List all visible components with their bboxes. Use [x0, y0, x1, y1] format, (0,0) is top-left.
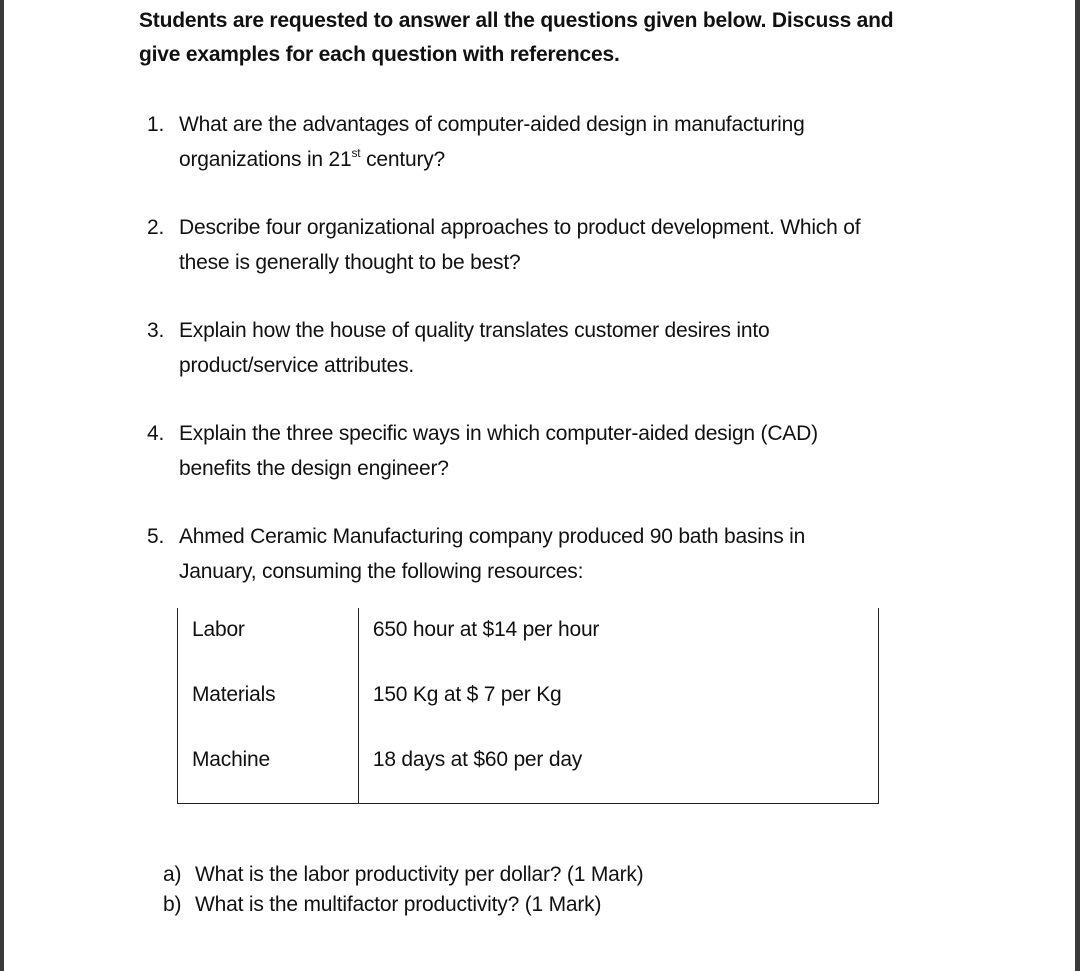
- usage-cell: 150 Kg at $ 7 per Kg: [358, 673, 878, 738]
- sub-question-label: a): [163, 863, 182, 886]
- ordinal-suffix: st: [351, 146, 361, 160]
- question-3: [147, 313, 947, 383]
- question-text-line-1: Describe four organizational approaches to product development. Which of: [179, 216, 861, 239]
- sub-question-text: What is the multifactor productivity? (1 Mark): [195, 893, 602, 916]
- question-text-line-1: Explain how the house of quality translates customer desires into: [179, 319, 770, 342]
- question-text-line-2: benefits the design engineer?: [179, 457, 449, 480]
- sub-question-a: [163, 860, 963, 890]
- table-row: [178, 738, 879, 803]
- usage-cell: 18 days at $60 per day: [358, 738, 878, 803]
- question-number: 1.: [147, 113, 165, 136]
- resource-cell: Machine: [178, 738, 359, 803]
- question-text-part: century?: [360, 148, 446, 171]
- question-text-line-1: What are the advantages of computer-aided design in manufacturing: [179, 113, 805, 136]
- sub-question-text: What is the labor productivity per dollar? (1 Mark): [195, 863, 644, 886]
- question-text-line-1: Explain the three specific ways in which computer-aided design (CAD): [179, 422, 818, 445]
- question-1: [147, 107, 947, 177]
- question-text-line-2: January, consuming the following resources:: [179, 560, 584, 583]
- question-number: 2.: [147, 216, 165, 239]
- instructions-line-1: Students are requested to answer all the questions given below. Discuss and: [139, 9, 894, 32]
- question-number: 4.: [147, 422, 165, 445]
- instructions-line-2: give examples for each question with references.: [139, 43, 620, 66]
- sub-question-label: b): [163, 893, 182, 916]
- resources-table: [177, 608, 879, 804]
- page-edge-left: [0, 0, 4, 971]
- question-text-line-2: these is generally thought to be best?: [179, 251, 521, 274]
- resource-cell: Labor: [178, 608, 359, 673]
- question-number: 5.: [147, 525, 165, 548]
- table-row: [178, 608, 879, 673]
- instructions: [139, 4, 959, 72]
- question-text-line-2: product/service attributes.: [179, 354, 415, 377]
- question-number: 3.: [147, 319, 165, 342]
- question-4: [147, 416, 947, 486]
- question-text-line-1: Ahmed Ceramic Manufacturing company produced 90 bath basins in: [179, 525, 806, 548]
- table-row: [178, 673, 879, 738]
- usage-cell: 650 hour at $14 per hour: [358, 608, 878, 673]
- question-5: [147, 519, 947, 589]
- page-edge-right: [1075, 0, 1080, 971]
- question-2: [147, 210, 947, 280]
- question-text-line-2: [179, 142, 947, 177]
- resource-cell: Materials: [178, 673, 359, 738]
- question-text-part: organizations in 21: [179, 148, 352, 171]
- sub-question-b: [163, 890, 963, 920]
